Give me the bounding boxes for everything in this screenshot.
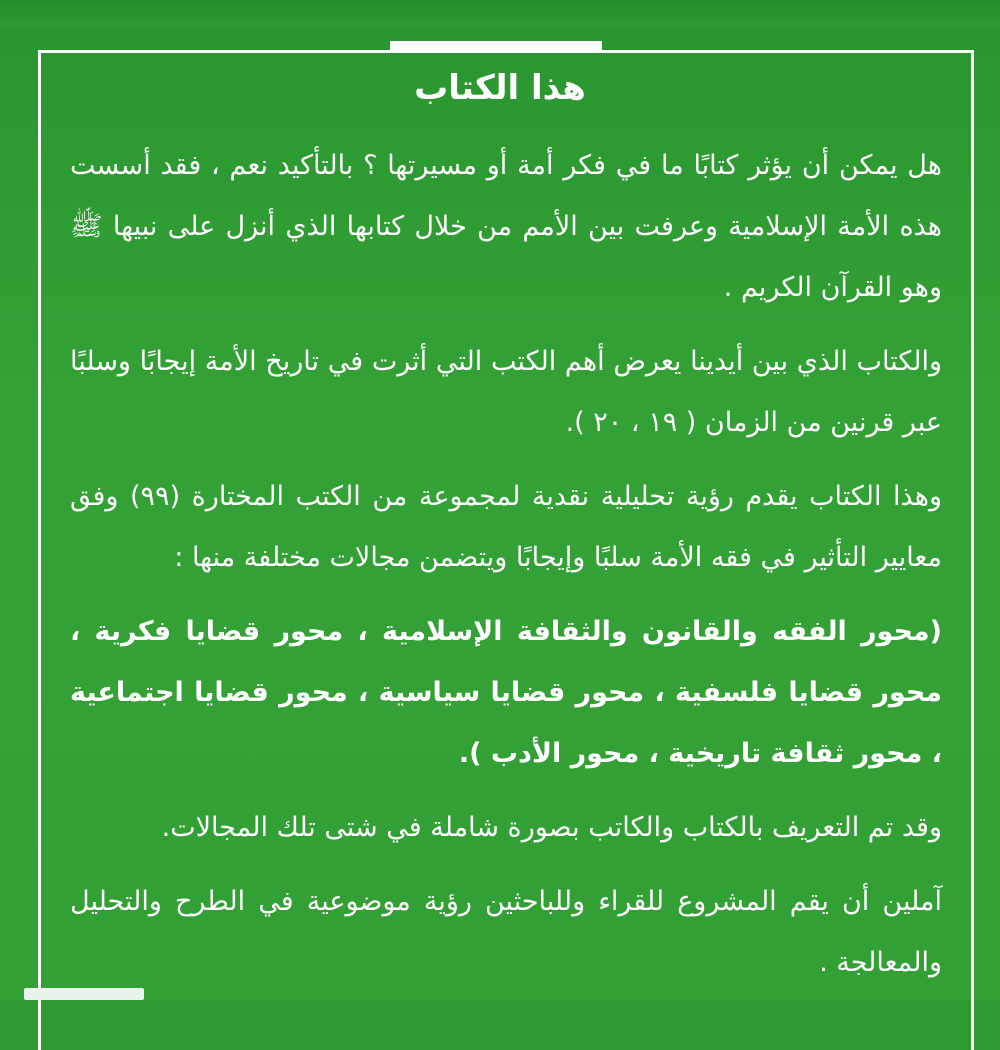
paragraph-scope: والكتاب الذي بين أيدينا يعرض أهم الكتب التي أثرت في تاريخ الأمة إيجابًا وسلبًا عبر قرنين من الزمان ( ١٩ ، ٢٠ ). bbox=[70, 346, 942, 438]
page-title: هذا الكتاب bbox=[414, 68, 586, 108]
paragraph-hope: آملين أن يقم المشروع للقراء وللباحثين رؤية موضوعية في الطرح والتحليل والمعالجة . bbox=[70, 886, 942, 978]
body-text bbox=[70, 135, 942, 1006]
paragraph-intro: هل يمكن أن يؤثر كتابًا ما في فكر أمة أو مسيرتها ؟ بالتأكيد نعم ، فقد أسست هذه الأمة الإسلامية وعرفت بين الأمم من خلال كتابها الذي أنزل على نبيها ﷺ وهو القرآن الكريم . bbox=[70, 150, 942, 303]
paragraph-definition: وقد تم التعريف بالكتاب والكاتب بصورة شاملة في شتى تلك المجالات. bbox=[161, 812, 942, 843]
bottom-edge-mark bbox=[24, 988, 144, 1000]
title-tab-decoration bbox=[390, 41, 602, 53]
top-decorative-strip bbox=[0, 0, 1000, 28]
paragraph-axes: (محور الفقه والقانون والثقافة الإسلامية ، محور قضايا فكرية ، محور قضايا فلسفية ، محور قضايا سياسية ، محور قضايا اجتماعية ، محور ثقافة تاريخية ، محور الأدب ). bbox=[70, 616, 942, 769]
paragraph-criteria: وهذا الكتاب يقدم رؤية تحليلية نقدية لمجموعة من الكتب المختارة (٩٩) وفق معايير التأثير في فقه الأمة سلبًا وإيجابًا ويتضمن مجالات مختلفة منها : bbox=[70, 481, 942, 573]
